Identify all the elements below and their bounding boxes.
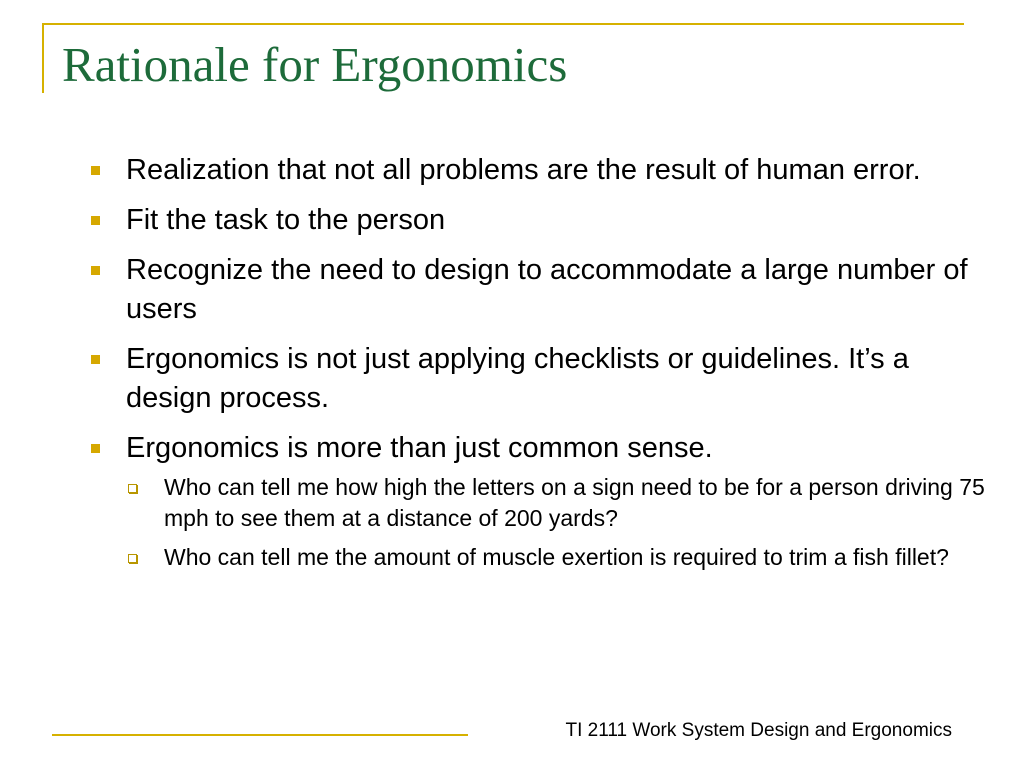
square-bullet-icon bbox=[91, 166, 100, 175]
bullet-text: Ergonomics is more than just common sense. bbox=[126, 432, 713, 464]
sub-bullet-item bbox=[126, 542, 998, 573]
square-bullet-icon bbox=[91, 355, 100, 364]
footer-course-title: TI 2111 Work System Design and Ergonomics bbox=[565, 720, 952, 741]
sub-bullet-text: Who can tell me the amount of muscle exertion is required to trim a fish fillet? bbox=[164, 544, 949, 570]
bullet-item bbox=[88, 201, 998, 240]
bullet-text: Recognize the need to design to accommodate a large number of users bbox=[126, 254, 968, 325]
frame-top-line bbox=[42, 23, 964, 25]
bullet-text: Ergonomics is not just applying checklists or guidelines. It’s a design process. bbox=[126, 343, 909, 414]
bullet-item bbox=[88, 251, 998, 329]
square-bullet-icon bbox=[91, 216, 100, 225]
hollow-square-bullet-icon bbox=[128, 484, 137, 493]
bullet-item bbox=[88, 429, 998, 573]
sub-bullet-list bbox=[126, 472, 998, 573]
footer-line bbox=[52, 734, 468, 736]
bullet-item bbox=[88, 340, 998, 418]
frame-left-line bbox=[42, 23, 44, 93]
sub-bullet-item bbox=[126, 472, 998, 534]
sub-bullet-text: Who can tell me how high the letters on a sign need to be for a person driving 75 mph to see them at a distance of 200 yards? bbox=[164, 474, 985, 531]
square-bullet-icon bbox=[91, 444, 100, 453]
square-bullet-icon bbox=[91, 266, 100, 275]
bullet-text: Realization that not all problems are the result of human error. bbox=[126, 154, 921, 186]
hollow-square-bullet-icon bbox=[128, 554, 137, 563]
bullet-list bbox=[88, 151, 998, 584]
slide-title: Rationale for Ergonomics bbox=[62, 37, 568, 92]
bullet-item bbox=[88, 151, 998, 190]
bullet-text: Fit the task to the person bbox=[126, 204, 446, 236]
